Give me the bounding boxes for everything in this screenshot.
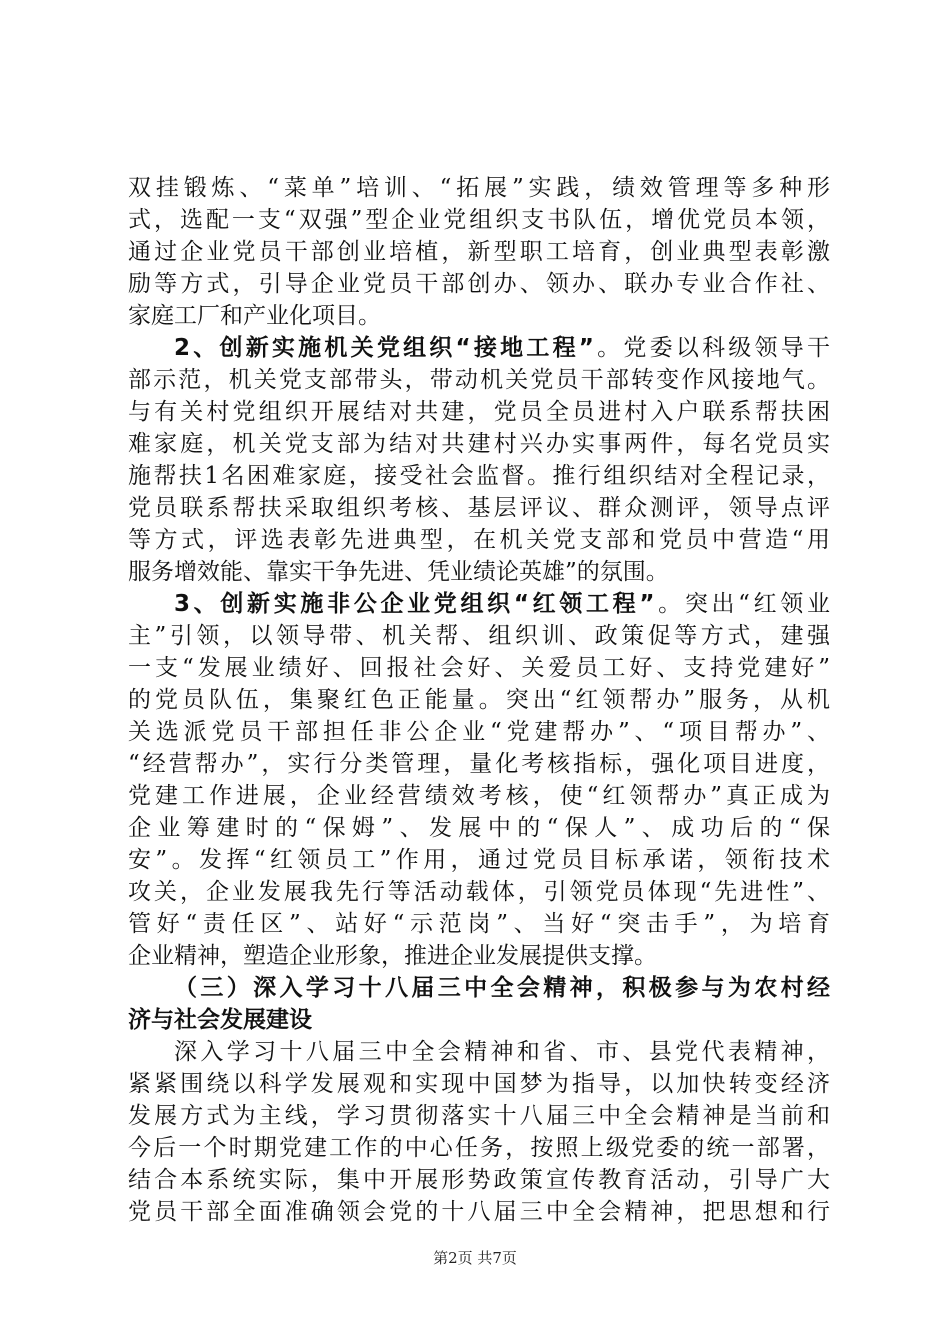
text-line: 党建工作进展，企业经营绩效考核，使“红领帮办”真正成为: [128, 783, 830, 809]
text-line: 施帮扶1名困难家庭，接受社会监督。推行组织结对全程记录，: [128, 463, 830, 489]
paragraph-hongling-project: [128, 588, 830, 972]
text-line: 通过企业党员干部创业培植，新型职工培育，创业典型表彰激: [128, 239, 830, 265]
subheading-hongling-project: 3、创新实施非公企业党组织“红领工程”: [174, 591, 655, 617]
text-line: 结合本系统实际，集中开展形势政策宣传教育活动，引导广大: [128, 1167, 830, 1193]
text-line: 今后一个时期党建工作的中心任务，按照上级党委的统一部署，: [128, 1135, 830, 1161]
text-line: 难家庭，机关党支部为结对共建村兴办实事两件，每名党员实: [128, 431, 830, 457]
text-line: 与有关村党组织开展结对共建，党员全员进村入户联系帮扶困: [128, 399, 830, 425]
text-line: 紧紧围绕以科学发展观和实现中国梦为指导，以加快转变经济: [128, 1071, 830, 1097]
text-line: 发展方式为主线，学习贯彻落实十八届三中全会精神是当前和: [128, 1103, 830, 1129]
text-line: 等方式，评选表彰先进典型，在机关党支部和党员中营造“用: [128, 527, 830, 553]
text-line: 企业筹建时的“保姆”、发展中的“保人”、成功后的“保: [128, 815, 830, 841]
text-line: 主”引领，以领导带、机关帮、组织训、政策促等方式，建强: [128, 623, 830, 649]
text-line: 的党员队伍，集聚红色正能量。突出“红领帮办”服务，从机: [128, 687, 830, 713]
text-line: 服务增效能、靠实干争先进、凭业绩论英雄”的氛围。: [128, 559, 669, 585]
text-line: 管好“责任区”、站好“示范岗”、当好“突击手”，为培育: [128, 911, 830, 937]
text-line: 家庭工厂和产业化项目。: [128, 303, 381, 329]
text-line: 双挂锻炼、“菜单”培训、“拓展”实践，绩效管理等多种形: [128, 175, 830, 201]
section-heading-line: 济与社会发展建设: [128, 1007, 312, 1033]
text-line: 党员干部全面准确领会党的十八届三中全会精神，把思想和行: [128, 1199, 830, 1225]
section-heading-three: [128, 972, 830, 1036]
text-line: [128, 332, 830, 364]
text-line: 安”。发挥“红领员工”作用，通过党员目标承诺，领衔技术: [128, 847, 830, 873]
text-line: “经营帮办”，实行分类管理，量化考核指标，强化项目进度，: [128, 751, 830, 777]
text-line: 企业精神，塑造企业形象，推进企业发展提供支撑。: [128, 943, 657, 969]
section-heading-line: （三）深入学习十八届三中全会精神，积极参与为农村经: [174, 975, 830, 1001]
text-line: 部示范，机关党支部带头，带动机关党员干部转变作风接地气。: [128, 367, 830, 393]
page-number-footer: 第2页 共7页: [433, 1249, 517, 1267]
text-line: 式，选配一支“双强”型企业党组织支书队伍，增优党员本领，: [128, 207, 830, 233]
text-line-tail: 。突出“红领业: [654, 591, 830, 617]
text-line: 党员联系帮扶采取组织考核、基层评议、群众测评，领导点评: [128, 495, 830, 521]
text-line: [128, 588, 830, 620]
text-line: 深入学习十八届三中全会精神和省、市、县党代表精神，: [174, 1039, 830, 1065]
subheading-jiedi-project: 2、创新实施机关党组织“接地工程”: [174, 335, 594, 361]
text-line: 励等方式，引导企业党员干部创办、领办、联办专业合作社、: [128, 271, 830, 297]
text-line-tail: 。党委以科级领导干: [593, 335, 830, 361]
document-body: [128, 172, 830, 1228]
paragraph-jiedi-project: [128, 332, 830, 588]
text-line: 一支“发展业绩好、回报社会好、关爱员工好、支持党建好”: [128, 655, 830, 681]
text-line: 关选派党员干部担任非公企业“党建帮办”、“项目帮办”、: [128, 719, 830, 745]
paragraph-study-spirit: [128, 1036, 830, 1228]
text-line: 攻关，企业发展我先行等活动载体，引领党员体现“先进性”、: [128, 879, 830, 905]
paragraph-continuation: [128, 172, 830, 332]
